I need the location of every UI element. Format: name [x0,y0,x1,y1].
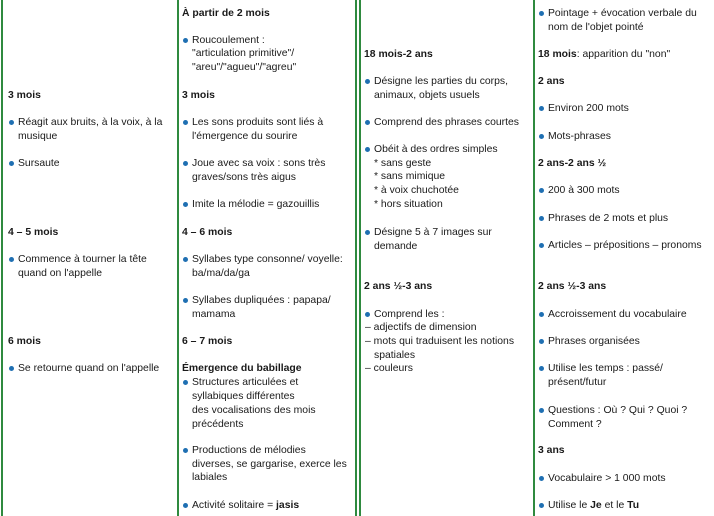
sub-item: * sans mimique [374,171,446,182]
sub-item: * à voix chuchotée [374,185,459,196]
column-divider [359,0,361,516]
bullet-item: Articles – prépositions – pronoms [538,239,710,253]
bullet-continuation: "articulation primitive"/ [192,48,295,59]
dash-item: – couleurs [365,363,413,374]
bullet-emphasis: Tu [627,500,640,511]
bullet-item: Obéit à des ordres simples [364,143,530,157]
bullet-item: Syllabes type consonne/ voyelle: ba/ma/da/ga [182,253,348,280]
age-heading: 4 – 5 mois [8,227,59,238]
bullet-item: Comprend des phrases courtes [364,116,530,130]
column-divider [355,0,357,516]
age-heading: 18 mois-2 ans [364,49,433,60]
bullet-item: Roucoulement : [182,34,348,48]
age-heading: 3 mois [182,90,215,101]
column-divider [177,0,179,516]
bullet-item: Phrases organisées [538,335,710,349]
bullet-item: Les sons produits sont liés à l'émergence du sourire [182,116,348,143]
bullet-continuation: "areu"/"agueu"/"agreu" [192,62,297,73]
bullet-continuation: des vocalisations des mois précédents [192,405,316,430]
bullet-item [182,499,348,513]
age-heading [538,48,710,62]
bullet-item [538,499,710,513]
bullet-item: Productions de mélodies diverses, se gargarise, exerce les labiales [182,444,348,485]
bullet-item: Imite la mélodie = gazouillis [182,198,348,212]
bullet-emphasis: jasis [276,500,300,511]
bullet-item: Questions : Où ? Qui ? Quoi ? Comment ? [538,404,710,431]
bullet-item: Commence à tourner la tête quand on l'appelle [8,253,174,280]
bullet-item: 200 à 300 mots [538,184,710,198]
bullet-item: Joue avec sa voix : sons très graves/sons très aigus [182,157,348,184]
bullet-text: et le [601,500,628,511]
bullet-item: Structures articulées et syllabiques différentes [182,376,348,403]
bullet-item: Phrases de 2 mots et plus [538,212,710,226]
bullet-item: Comprend les : [364,308,530,322]
bullet-item: Réagit aux bruits, à la voix, à la musique [8,116,174,143]
bullet-item: Environ 200 mots [538,102,710,116]
age-heading: 2 ans ½-3 ans [364,281,433,292]
bullet-item: Désigne 5 à 7 images sur demande [364,226,530,253]
bullet-item: Mots-phrases [538,130,710,144]
sub-item: * hors situation [374,199,443,210]
bullet-item: Se retourne quand on l'appelle [8,362,174,376]
bullet-text: Activité solitaire = [192,500,277,511]
section-heading: Émergence du babillage [182,363,302,374]
column-divider [1,0,3,516]
age-heading: 2 ans ½-3 ans [538,281,607,292]
dash-item: – mots qui traduisent les notions spatiales [365,336,515,361]
bullet-item: Vocabulaire > 1 000 mots [538,472,710,486]
age-heading: 2 ans [538,76,565,87]
column-divider [533,0,535,516]
bullet-item: Pointage + évocation verbale du nom de l'objet pointé [538,7,710,34]
bullet-emphasis: Je [590,500,602,511]
bullet-item: Sursaute [8,157,174,171]
age-heading: À partir de 2 mois [182,8,270,19]
sub-item: * sans geste [374,158,432,169]
age-label: 18 mois [538,49,577,60]
bullet-item: Désigne les parties du corps, animaux, objets usuels [364,75,530,102]
bullet-item: Utilise les temps : passé/ présent/futur [538,362,710,389]
bullet-text: Utilise le [548,500,591,511]
age-note: : apparition du "non" [576,49,671,60]
age-heading: 3 ans [538,445,565,456]
age-heading: 3 mois [8,90,41,101]
dash-item: – adjectifs de dimension [365,322,477,333]
age-heading: 6 mois [8,336,41,347]
bullet-item: Syllabes dupliquées : papapa/ mamama [182,294,348,321]
age-heading: 4 – 6 mois [182,227,233,238]
bullet-item: Accroissement du vocabulaire [538,308,710,322]
age-heading: 2 ans-2 ans ½ [538,158,607,169]
age-heading: 6 – 7 mois [182,336,233,347]
